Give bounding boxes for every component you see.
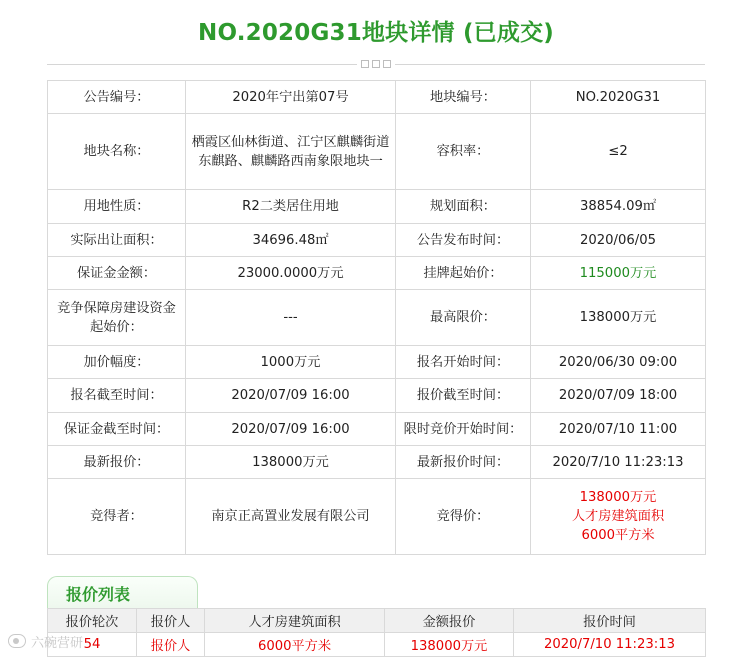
- details-row: [48, 346, 706, 379]
- publish-date-value: 2020/06/05: [531, 224, 706, 257]
- land-use-value: R2二类居住用地: [186, 190, 396, 224]
- timed-bidding-start-value: 2020/07/10 11:00: [531, 413, 706, 446]
- winner-label: 竞得者：: [48, 479, 186, 555]
- quote-list-tab[interactable]: [47, 576, 198, 608]
- housing-fund-start-label: 竞争保障房建设资金起始价：: [48, 290, 186, 346]
- land-use-label: 用地性质：: [48, 190, 186, 224]
- parcel-name-label: 地块名称：: [48, 114, 186, 190]
- quote-round: 54: [48, 633, 137, 657]
- divider-square-icon: [361, 60, 369, 68]
- parcel-name-value: 栖霞区仙林街道、江宁区麒麟街道东麒路、麒麟路西南象限地块一: [186, 114, 396, 190]
- column-header-round: 报价轮次: [48, 609, 137, 633]
- announcement-number-label: 公告编号：: [48, 81, 186, 114]
- details-row: [48, 290, 706, 346]
- winning-price-amount: 138000万元: [579, 490, 657, 505]
- max-price-label: 最高限价：: [396, 290, 531, 346]
- details-row: [48, 479, 706, 555]
- registration-deadline-label: 报名截至时间：: [48, 379, 186, 413]
- plot-ratio-value: ≤2: [531, 114, 706, 190]
- starting-price-label: 挂牌起始价：: [396, 257, 531, 290]
- bid-increment-label: 加价幅度：: [48, 346, 186, 379]
- table-row: [48, 633, 706, 657]
- announcement-number-value: 2020年宁出第07号: [186, 81, 396, 114]
- deposit-amount-label: 保证金金额：: [48, 257, 186, 290]
- details-row: [48, 446, 706, 479]
- deposit-amount-value: 23000.0000万元: [186, 257, 396, 290]
- column-header-time: 报价时间: [514, 609, 706, 633]
- starting-price-value: 115000万元: [531, 257, 706, 290]
- page-title: NO.2020G31地块详情 (已成交): [198, 20, 554, 46]
- latest-bid-label: 最新报价：: [48, 446, 186, 479]
- details-row: [48, 224, 706, 257]
- max-price-value: 138000万元: [531, 290, 706, 346]
- bid-increment-value: 1000万元: [186, 346, 396, 379]
- registration-deadline-value: 2020/07/09 16:00: [186, 379, 396, 413]
- divider-square-icon: [383, 60, 391, 68]
- details-row: [48, 257, 706, 290]
- bid-deadline-value: 2020/07/09 18:00: [531, 379, 706, 413]
- publish-date-label: 公告发布时间：: [396, 224, 531, 257]
- column-header-amount: 金额报价: [385, 609, 514, 633]
- winning-price-talent-area: 6000平方米: [581, 528, 655, 543]
- details-row: [48, 81, 706, 114]
- latest-bid-time-label: 最新报价时间：: [396, 446, 531, 479]
- quote-table-header: [48, 609, 706, 633]
- deposit-deadline-label: 保证金截至时间：: [48, 413, 186, 446]
- registration-start-label: 报名开始时间：: [396, 346, 531, 379]
- latest-bid-time-value: 2020/7/10 11:23:13: [531, 446, 706, 479]
- housing-fund-start-value: ---: [186, 290, 396, 346]
- actual-area-label: 实际出让面积：: [48, 224, 186, 257]
- parcel-number-label: 地块编号：: [396, 81, 531, 114]
- parcel-number-value: NO.2020G31: [531, 81, 706, 114]
- plot-ratio-label: 容积率：: [396, 114, 531, 190]
- bid-deadline-label: 报价截至时间：: [396, 379, 531, 413]
- divider-square-icon: [372, 60, 380, 68]
- divider-ornament: [357, 57, 395, 71]
- winning-price-label: 竞得价：: [396, 479, 531, 555]
- latest-bid-value: 138000万元: [186, 446, 396, 479]
- quote-time: 2020/7/10 11:23:13: [514, 633, 706, 657]
- quote-talent-area: 6000平方米: [205, 633, 385, 657]
- quote-list-table: [47, 608, 706, 657]
- winner-value: 南京正高置业发展有限公司: [186, 479, 396, 555]
- quote-list-tab-label: 报价列表: [66, 585, 131, 604]
- quote-bidder: 报价人: [137, 633, 205, 657]
- timed-bidding-start-label: 限时竞价开始时间：: [396, 413, 531, 446]
- watermark-logo-icon: [8, 634, 26, 648]
- land-details-table: [47, 80, 706, 555]
- details-row: [48, 190, 706, 224]
- details-row: [48, 114, 706, 190]
- watermark-text: 六碗营研: [31, 635, 84, 651]
- actual-area-value: 34696.48㎡: [186, 224, 396, 257]
- registration-start-value: 2020/06/30 09:00: [531, 346, 706, 379]
- winning-price-talent-label: 人才房建筑面积: [571, 509, 665, 524]
- deposit-deadline-value: 2020/07/09 16:00: [186, 413, 396, 446]
- column-header-bidder: 报价人: [137, 609, 205, 633]
- watermark: [8, 631, 83, 651]
- details-row: [48, 379, 706, 413]
- details-row: [48, 413, 706, 446]
- winning-price-value: [531, 479, 706, 555]
- quote-amount: 138000万元: [385, 633, 514, 657]
- planned-area-value: 38854.09㎡: [531, 190, 706, 224]
- planned-area-label: 规划面积：: [396, 190, 531, 224]
- column-header-talent-area: 人才房建筑面积: [205, 609, 385, 633]
